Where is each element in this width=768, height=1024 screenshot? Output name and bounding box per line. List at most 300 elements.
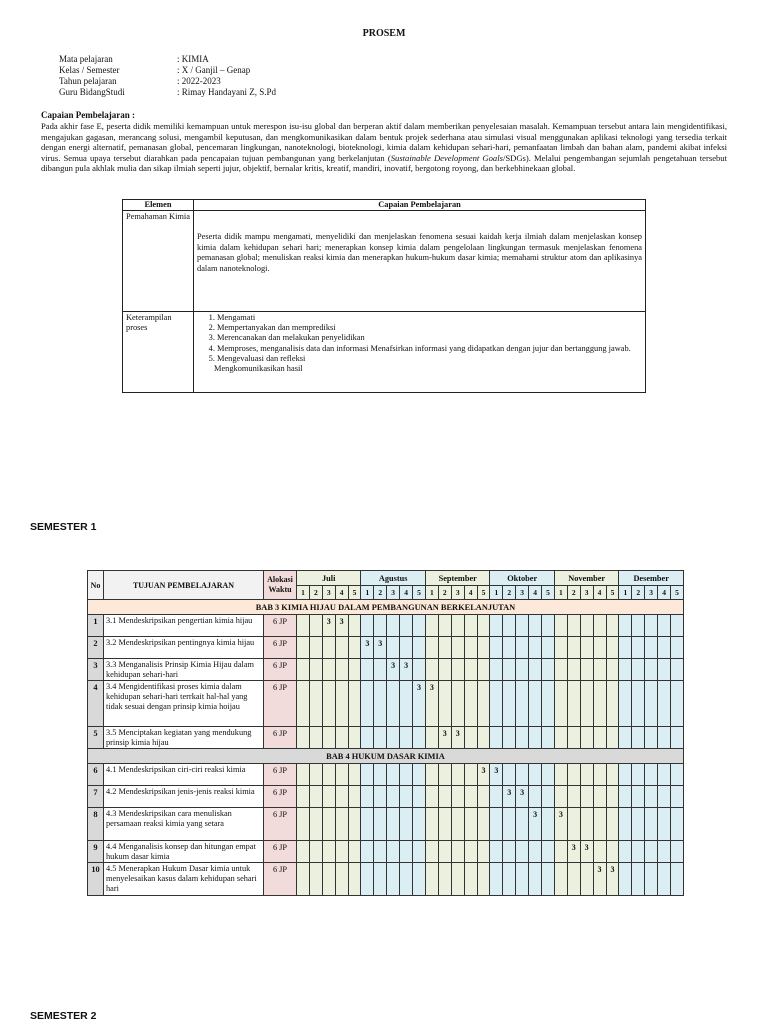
week-mark: 3 (477, 764, 490, 786)
week-cell (400, 727, 413, 749)
week-cell (400, 637, 413, 659)
tujuan-cell (104, 727, 264, 749)
week-cell (438, 863, 451, 896)
week-cell (464, 863, 477, 896)
week-cell (542, 786, 555, 808)
row-number: 10 (88, 863, 104, 896)
week-cell (297, 863, 310, 896)
table-row (88, 808, 684, 841)
row-number: 1 (88, 615, 104, 637)
week-cell (322, 808, 335, 841)
week-cell (387, 615, 400, 637)
week-cell (580, 764, 593, 786)
week-cell (413, 841, 426, 863)
week-cell (464, 727, 477, 749)
week-cell (374, 863, 387, 896)
week-cell (567, 681, 580, 727)
week-cell (619, 681, 632, 727)
week-cell (413, 863, 426, 896)
week-header: 2 (438, 586, 451, 600)
week-cell (413, 764, 426, 786)
week-cell (361, 764, 374, 786)
week-cell (503, 681, 516, 727)
tujuan-text: Menerapkan Hukum Dasar kimia untuk menyelesaikan kasus dalam kehidupan sehari hari (106, 864, 257, 893)
tujuan-text: Mengidentifikasi proses kimia dalam kehidupan sehari-hari terrkait hal-hal yang tidak sesuai dengan prinsip kimia hoijau (106, 682, 248, 711)
week-cell (425, 727, 438, 749)
week-cell (554, 863, 567, 896)
week-cell (335, 681, 348, 727)
week-cell (335, 727, 348, 749)
week-cell (580, 863, 593, 896)
week-cell (542, 727, 555, 749)
week-header: 3 (645, 586, 658, 600)
tujuan-code: 3.3 (106, 660, 117, 669)
week-cell (348, 615, 361, 637)
week-cell (464, 786, 477, 808)
week-cell (658, 637, 671, 659)
week-cell (322, 637, 335, 659)
week-cell (554, 727, 567, 749)
week-cell (529, 863, 542, 896)
week-cell (606, 786, 619, 808)
week-cell (516, 727, 529, 749)
week-cell (374, 786, 387, 808)
week-cell (645, 681, 658, 727)
week-cell (425, 764, 438, 786)
table-row (88, 659, 684, 681)
alokasi-cell: 6 JP (264, 615, 297, 637)
info-value: : KIMIA (177, 54, 209, 64)
info-row (59, 65, 276, 76)
week-cell (619, 841, 632, 863)
week-cell (335, 786, 348, 808)
week-cell (542, 764, 555, 786)
week-cell (516, 863, 529, 896)
week-cell (593, 764, 606, 786)
week-cell (490, 863, 503, 896)
info-row (59, 76, 276, 87)
info-row (59, 87, 276, 98)
month-header: September (425, 571, 489, 586)
week-cell (297, 786, 310, 808)
week-cell (580, 727, 593, 749)
week-cell (606, 681, 619, 727)
week-cell (451, 681, 464, 727)
week-header: 4 (593, 586, 606, 600)
list-item: 3. Merencanakan dan melakukan penyelidikan (217, 333, 642, 343)
week-cell (309, 681, 322, 727)
week-cell (593, 727, 606, 749)
week-cell (309, 808, 322, 841)
alokasi-cell: 6 JP (264, 841, 297, 863)
week-cell (490, 659, 503, 681)
info-label: Tahun pelajaran (59, 76, 117, 86)
week-cell (503, 637, 516, 659)
tujuan-cell (104, 808, 264, 841)
week-cell (297, 681, 310, 727)
week-cell (400, 764, 413, 786)
week-cell (619, 615, 632, 637)
week-cell (438, 615, 451, 637)
week-cell (529, 727, 542, 749)
week-cell (309, 841, 322, 863)
week-cell (400, 681, 413, 727)
semester-1-heading: SEMESTER 1 (30, 521, 97, 533)
week-cell (387, 637, 400, 659)
week-cell (309, 863, 322, 896)
tujuan-cell (104, 681, 264, 727)
month-header-row (88, 571, 684, 586)
week-cell (567, 764, 580, 786)
week-cell (322, 681, 335, 727)
tujuan-code: 3.4 (106, 682, 117, 691)
week-cell (542, 615, 555, 637)
week-cell (413, 786, 426, 808)
week-cell (606, 727, 619, 749)
week-cell (542, 659, 555, 681)
week-cell (400, 808, 413, 841)
week-cell (542, 681, 555, 727)
week-cell (580, 659, 593, 681)
week-cell (348, 786, 361, 808)
tujuan-text: Mendeskripsikan jenis-jenis reaksi kimia (118, 787, 255, 796)
week-cell (606, 764, 619, 786)
capaian-heading: Capaian Pembelajaran : (41, 110, 135, 120)
week-header: 1 (554, 586, 567, 600)
week-cell (606, 637, 619, 659)
week-cell (490, 808, 503, 841)
week-cell (593, 615, 606, 637)
week-cell (387, 841, 400, 863)
week-cell (348, 863, 361, 896)
info-label: Kelas / Semester (59, 65, 120, 75)
list-extra-item: Mengkomunikasikan hasil (214, 364, 303, 374)
week-cell (567, 615, 580, 637)
week-cell (554, 637, 567, 659)
row-number: 4 (88, 681, 104, 727)
week-cell (606, 841, 619, 863)
week-cell (632, 615, 645, 637)
week-cell (580, 786, 593, 808)
week-cell (477, 808, 490, 841)
week-cell (580, 615, 593, 637)
week-mark: 3 (580, 841, 593, 863)
week-cell (413, 808, 426, 841)
chapter-title: BAB 3 KIMIA HIJAU DALAM PEMBANGUNAN BERKELANJUTAN (88, 600, 684, 615)
row-number: 3 (88, 659, 104, 681)
week-cell (425, 863, 438, 896)
week-cell (451, 863, 464, 896)
week-cell (516, 637, 529, 659)
chapter-row (88, 749, 684, 764)
week-cell (516, 659, 529, 681)
week-cell (554, 659, 567, 681)
week-cell (567, 727, 580, 749)
week-cell (645, 863, 658, 896)
tujuan-cell (104, 659, 264, 681)
week-cell (387, 727, 400, 749)
info-label: Mata pelajaran (59, 54, 113, 64)
week-cell (632, 659, 645, 681)
week-cell (593, 786, 606, 808)
alokasi-header-line: Alokasi (267, 575, 293, 584)
week-cell (464, 659, 477, 681)
week-cell (671, 863, 684, 896)
week-cell (438, 786, 451, 808)
week-cell (438, 764, 451, 786)
week-cell (309, 727, 322, 749)
week-cell (645, 615, 658, 637)
row-number: 9 (88, 841, 104, 863)
week-cell (580, 681, 593, 727)
week-cell (554, 681, 567, 727)
week-cell (529, 786, 542, 808)
week-cell (322, 659, 335, 681)
week-cell (348, 659, 361, 681)
week-cell (619, 808, 632, 841)
week-cell (335, 637, 348, 659)
week-mark: 3 (503, 786, 516, 808)
week-header: 4 (335, 586, 348, 600)
week-header: 3 (516, 586, 529, 600)
week-cell (554, 841, 567, 863)
tujuan-code: 4.2 (106, 787, 117, 796)
schedule-table (87, 570, 684, 896)
table-row (88, 681, 684, 727)
week-mark: 3 (490, 764, 503, 786)
week-cell (529, 681, 542, 727)
week-cell (671, 808, 684, 841)
week-cell (335, 659, 348, 681)
tujuan-text: Menganalisis Prinsip Kimia Hijau dalam kehidupan sehari-hari (106, 660, 254, 679)
week-cell (451, 841, 464, 863)
week-header: 5 (477, 586, 490, 600)
week-mark: 3 (567, 841, 580, 863)
week-cell (425, 786, 438, 808)
capaian-header: Capaian Pembelajaran (194, 200, 646, 211)
week-cell (477, 727, 490, 749)
week-cell (477, 786, 490, 808)
week-cell (400, 786, 413, 808)
week-cell (361, 659, 374, 681)
week-cell (322, 786, 335, 808)
week-header: 4 (464, 586, 477, 600)
week-cell (580, 637, 593, 659)
week-cell (464, 681, 477, 727)
week-cell (451, 764, 464, 786)
week-mark: 3 (322, 615, 335, 637)
week-header: 4 (529, 586, 542, 600)
week-cell (297, 615, 310, 637)
table-row (88, 863, 684, 896)
week-cell (529, 615, 542, 637)
week-cell (309, 615, 322, 637)
week-cell (542, 863, 555, 896)
week-cell (297, 659, 310, 681)
week-cell (567, 659, 580, 681)
list-item: 2. Mempertanyakan dan memprediksi (217, 323, 642, 333)
month-header: November (554, 571, 619, 586)
chapter-row (88, 600, 684, 615)
week-cell (374, 681, 387, 727)
week-header: 2 (567, 586, 580, 600)
row-number: 8 (88, 808, 104, 841)
tujuan-cell (104, 786, 264, 808)
elemen-label: Pemahaman Kimia (123, 211, 194, 312)
info-value: : 2022-2023 (177, 76, 221, 86)
week-cell (503, 727, 516, 749)
week-cell (619, 727, 632, 749)
week-header: 1 (361, 586, 374, 600)
tujuan-text: Mendeskripsikan cara menuliskan persamaan reaksi kimia yang setara (106, 809, 232, 828)
week-cell (374, 841, 387, 863)
capaian-paragraph (41, 121, 727, 174)
week-cell (529, 764, 542, 786)
week-cell (297, 727, 310, 749)
week-cell (671, 786, 684, 808)
week-cell (477, 841, 490, 863)
row-number: 6 (88, 764, 104, 786)
week-header: 1 (619, 586, 632, 600)
week-mark: 3 (554, 808, 567, 841)
week-cell (632, 681, 645, 727)
table-row (88, 637, 684, 659)
week-cell (374, 808, 387, 841)
tujuan-cell (104, 637, 264, 659)
week-header: 2 (632, 586, 645, 600)
week-cell (671, 615, 684, 637)
week-mark: 3 (516, 786, 529, 808)
week-cell (516, 808, 529, 841)
table-row (88, 841, 684, 863)
week-cell (542, 841, 555, 863)
week-cell (632, 786, 645, 808)
alokasi-header (264, 571, 297, 600)
week-cell (516, 681, 529, 727)
month-header: Agustus (361, 571, 426, 586)
week-cell (593, 637, 606, 659)
week-cell (516, 841, 529, 863)
week-cell (361, 681, 374, 727)
week-cell (297, 764, 310, 786)
week-header: 2 (503, 586, 516, 600)
week-cell (387, 808, 400, 841)
week-header: 5 (671, 586, 684, 600)
table-row (88, 764, 684, 786)
week-cell (477, 615, 490, 637)
week-mark: 3 (413, 681, 426, 727)
week-cell (451, 615, 464, 637)
week-cell (580, 808, 593, 841)
week-cell (567, 808, 580, 841)
week-cell (413, 727, 426, 749)
row-number: 7 (88, 786, 104, 808)
alokasi-cell: 6 JP (264, 808, 297, 841)
week-cell (490, 615, 503, 637)
week-cell (438, 841, 451, 863)
week-cell (464, 615, 477, 637)
week-cell (361, 786, 374, 808)
week-cell (645, 637, 658, 659)
week-mark: 3 (606, 863, 619, 896)
capaian-text-part: Pada akhir fase E, peserta didik memiliki kemampuan untuk merespon isu-isu global dan berperan aktif dalam memberikan penyelesaian masalah. Kemampuan tersebut antara lain mengidentifikasi, mengajukan gagasan, merancang solusi, mengambil keputusan, dan mengkomunikasikan dalam bentuk projek sederhana atau simulasi visual menggunakan aplikasi teknologi yang tersedia terkait dengan energi alternatif, pemanasan global, pencemaran lingkungan, nanoteknologi, bioteknologi, kimia dalam kehidupan sehari-hari, pemanfaatan limbah dan bahan alam, pandemi akibat infeksi virus. Semua upaya tersebut diarahkan pada pencapaian tujuan pembangunan yang berkelanjutan ( (41, 121, 727, 163)
week-cell (567, 863, 580, 896)
week-cell (309, 786, 322, 808)
week-cell (645, 841, 658, 863)
week-cell (619, 637, 632, 659)
week-cell (619, 764, 632, 786)
tujuan-code: 3.1 (106, 616, 117, 625)
week-cell (451, 808, 464, 841)
tujuan-text: Menganalisis konsep dan hitungan empat hukum dasar kimia (106, 842, 256, 861)
week-cell (658, 681, 671, 727)
week-header: 2 (309, 586, 322, 600)
week-mark: 3 (593, 863, 606, 896)
week-cell (374, 727, 387, 749)
week-cell (593, 841, 606, 863)
week-header: 5 (542, 586, 555, 600)
week-cell (361, 615, 374, 637)
alokasi-cell: 6 JP (264, 786, 297, 808)
week-cell (425, 637, 438, 659)
week-cell (658, 659, 671, 681)
document-title: PROSEM (362, 28, 406, 39)
tujuan-code: 3.2 (106, 638, 117, 647)
week-header: 3 (387, 586, 400, 600)
week-cell (658, 863, 671, 896)
tujuan-code: 4.4 (106, 842, 117, 851)
week-cell (464, 764, 477, 786)
tujuan-cell (104, 764, 264, 786)
week-cell (632, 764, 645, 786)
week-cell (464, 808, 477, 841)
alokasi-cell: 6 JP (264, 637, 297, 659)
week-cell (632, 808, 645, 841)
week-cell (425, 808, 438, 841)
course-info (59, 54, 276, 98)
week-cell (413, 615, 426, 637)
week-cell (490, 727, 503, 749)
week-cell (335, 808, 348, 841)
week-cell (361, 841, 374, 863)
week-mark: 3 (438, 727, 451, 749)
week-cell (297, 808, 310, 841)
week-cell (438, 637, 451, 659)
week-cell (387, 764, 400, 786)
week-cell (542, 637, 555, 659)
week-cell (451, 659, 464, 681)
tujuan-code: 4.3 (106, 809, 117, 818)
week-cell (658, 841, 671, 863)
week-cell (335, 764, 348, 786)
week-cell (658, 727, 671, 749)
week-cell (477, 681, 490, 727)
info-row (59, 54, 276, 65)
week-cell (658, 615, 671, 637)
week-cell (671, 637, 684, 659)
tujuan-text: Mendeskripsikan ciri-ciri reaksi kimia (118, 765, 246, 774)
week-cell (425, 841, 438, 863)
tujuan-text: Menciptakan kegiatan yang mendukung prinsip kimia hijau (106, 728, 252, 747)
week-cell (632, 863, 645, 896)
week-cell (503, 808, 516, 841)
week-cell (438, 659, 451, 681)
week-cell (451, 637, 464, 659)
week-cell (309, 637, 322, 659)
week-cell (335, 841, 348, 863)
alokasi-cell: 6 JP (264, 727, 297, 749)
week-header: 1 (297, 586, 310, 600)
